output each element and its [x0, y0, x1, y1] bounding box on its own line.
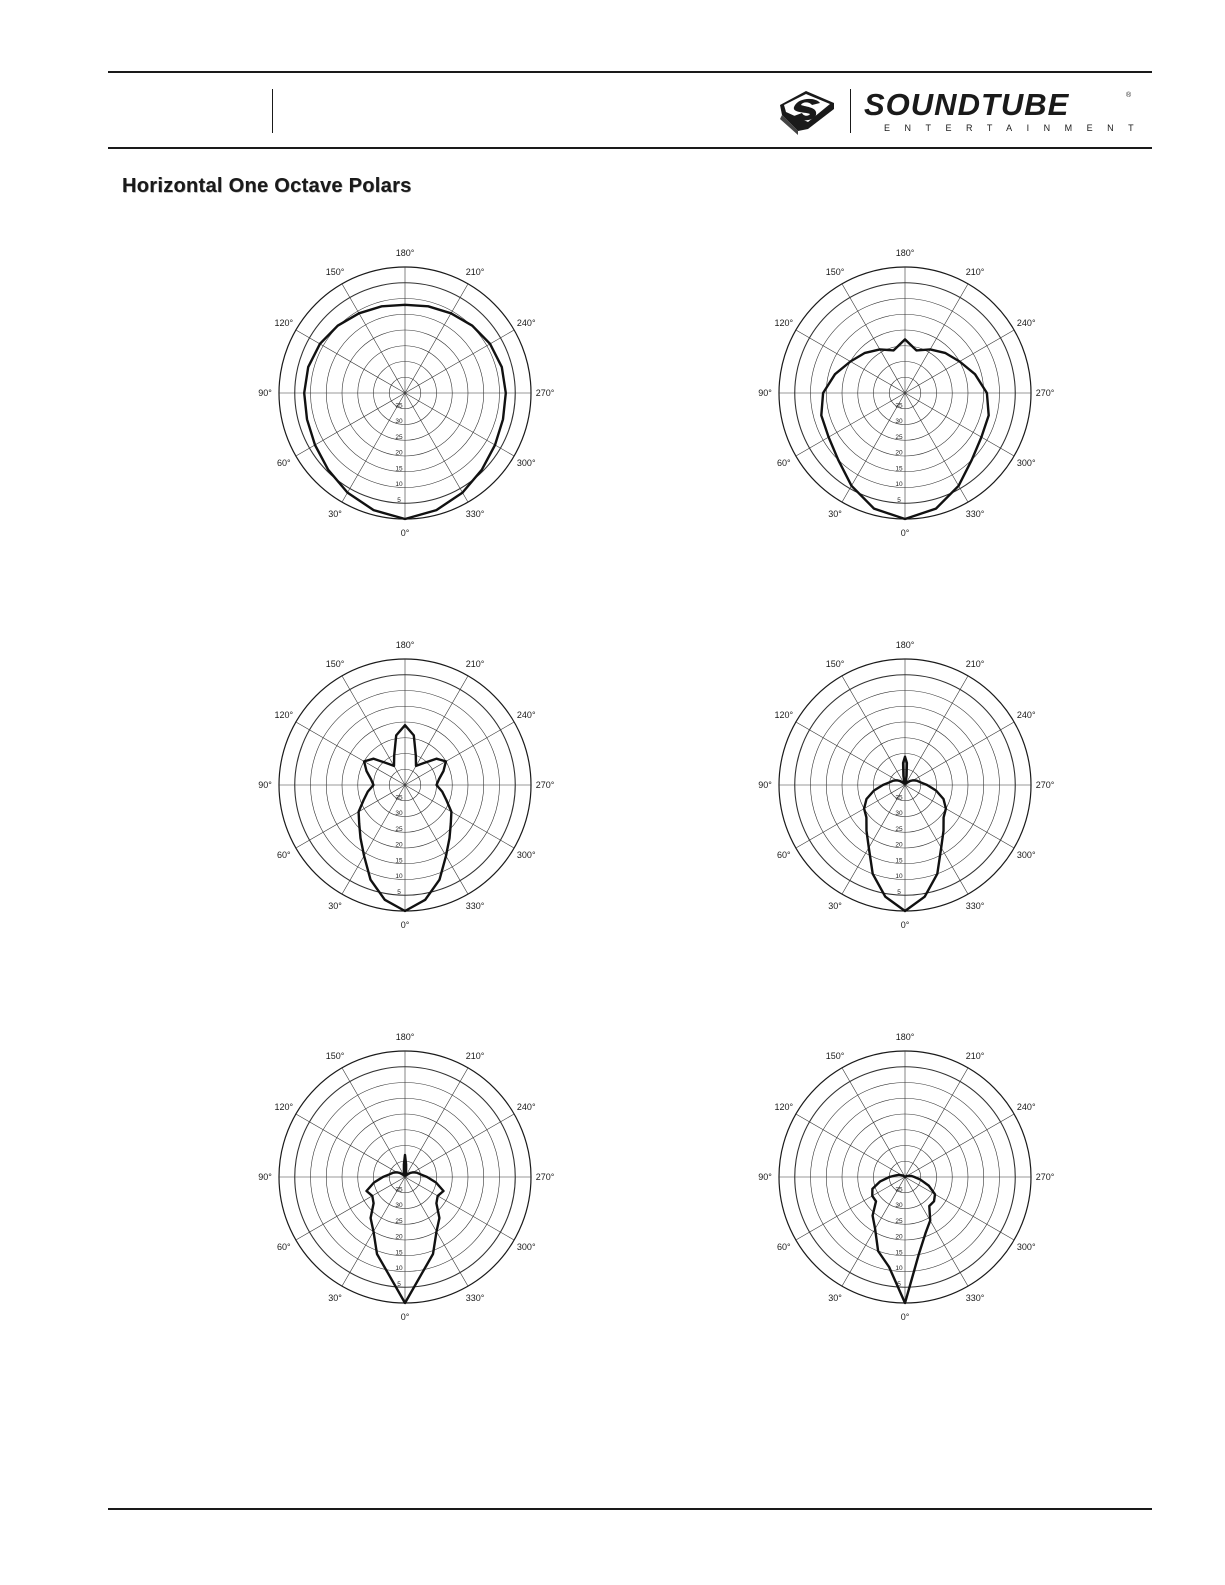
polar-angle-label: 120°	[274, 1102, 294, 1112]
soundtube-logo-icon	[776, 85, 838, 137]
polar-chart-6	[745, 1019, 1065, 1339]
polar-ring-label: 25	[895, 433, 903, 441]
polar-angle-label: 330°	[465, 901, 485, 912]
polar-ring-label: 5	[397, 1280, 401, 1288]
brand-registered-mark: ®	[1126, 92, 1132, 99]
polar-angle-label: 150°	[825, 1050, 845, 1061]
polar-angle-label: 330°	[465, 509, 485, 520]
polar-angle-label: 150°	[325, 266, 345, 277]
polar-ring-label: 25	[895, 825, 903, 833]
polar-spoke	[405, 785, 514, 848]
polar-ring-label: 25	[395, 1217, 403, 1225]
polar-spoke	[905, 722, 1014, 785]
polar-ring-label: 5	[897, 1280, 901, 1288]
polar-ring-label: 15	[895, 465, 903, 473]
polar-ring-label: 35	[895, 402, 903, 410]
polar-spoke	[905, 284, 968, 393]
polar-ring-label: 30	[395, 418, 403, 425]
polar-angle-label: 210°	[965, 1050, 985, 1061]
polar-spoke	[342, 284, 405, 393]
polar-angle-label: 300°	[1016, 1242, 1036, 1252]
polar-ring-label: 35	[895, 794, 903, 802]
polar-angle-label: 150°	[825, 266, 845, 277]
polar-angle-label: 150°	[325, 658, 345, 669]
polar-ring-label: 20	[395, 841, 403, 849]
polar-chart-svg	[745, 1019, 1065, 1339]
polar-ring-label: 30	[895, 418, 903, 425]
polar-spoke	[796, 722, 905, 785]
polar-spoke	[405, 1177, 514, 1240]
polar-spoke	[405, 393, 468, 502]
polar-spoke	[405, 284, 468, 393]
polar-spoke	[905, 1177, 1014, 1240]
polar-angle-label: 90°	[758, 780, 772, 790]
polar-angle-label: 210°	[965, 658, 985, 669]
polar-ring-label: 35	[395, 402, 403, 410]
header-divider-left	[272, 89, 273, 133]
polar-spoke	[796, 1114, 905, 1177]
polar-chart-1	[245, 235, 565, 555]
polar-ring-label: 20	[895, 841, 903, 849]
polar-angle-label: 270°	[535, 388, 555, 398]
polar-chart-5	[245, 1019, 565, 1339]
polar-ring-label: 35	[895, 1186, 903, 1194]
polar-ring-label: 15	[395, 857, 403, 865]
polar-angle-label: 90°	[758, 1172, 772, 1182]
polar-angle-label: 30°	[328, 509, 342, 520]
polar-spoke	[296, 1177, 405, 1240]
polar-ring-label: 5	[397, 888, 401, 896]
polar-ring-label: 30	[395, 810, 403, 817]
polar-angle-label: 330°	[965, 509, 985, 520]
polar-angle-label: 90°	[258, 780, 272, 790]
polar-spoke	[296, 785, 405, 848]
polar-spoke	[842, 284, 905, 393]
polar-chart-4	[745, 627, 1065, 947]
polar-angle-label: 60°	[276, 458, 291, 468]
polar-ring-label: 25	[395, 433, 403, 441]
polar-angle-label: 90°	[258, 388, 272, 398]
polar-spoke	[842, 676, 905, 785]
polar-ring-label: 15	[895, 1249, 903, 1257]
polar-angle-label: 300°	[516, 850, 536, 860]
polar-angle-label: 180°	[395, 640, 415, 650]
polar-ring-label: 30	[895, 810, 903, 817]
polar-angle-label: 300°	[1016, 850, 1036, 860]
polar-angle-label: 180°	[395, 1032, 415, 1042]
polar-ring-label: 5	[897, 496, 901, 504]
polar-chart-svg	[745, 627, 1065, 947]
polar-ring-label: 25	[395, 825, 403, 833]
polar-ring-label: 10	[395, 873, 403, 880]
brand-subtitle: ENTERTAINMENT	[884, 123, 1149, 133]
polar-ring-label: 5	[397, 496, 401, 504]
polar-angle-label: 0°	[400, 528, 410, 538]
polar-angle-label: 180°	[395, 248, 415, 258]
polar-response-curve	[872, 1175, 935, 1303]
polar-spoke	[796, 785, 905, 848]
polar-ring-label: 10	[895, 481, 903, 488]
polar-angle-label: 0°	[900, 528, 910, 538]
polar-spoke	[405, 722, 514, 785]
polar-spoke	[405, 1068, 468, 1177]
polar-angle-label: 120°	[774, 1102, 794, 1112]
polar-ring-label: 20	[895, 449, 903, 457]
polar-angle-label: 240°	[516, 710, 536, 720]
polar-ring-label: 25	[895, 1217, 903, 1225]
polar-chart-svg	[245, 1019, 565, 1339]
polar-angle-label: 60°	[776, 850, 791, 860]
header-bottom-rule	[108, 147, 1152, 149]
polar-angle-label: 0°	[900, 920, 910, 930]
polar-angle-label: 270°	[1035, 780, 1055, 790]
polar-angle-label: 30°	[328, 1293, 342, 1304]
polar-angle-label: 270°	[1035, 1172, 1055, 1182]
polar-spoke	[905, 676, 968, 785]
polar-angle-label: 270°	[1035, 388, 1055, 398]
polar-angle-label: 240°	[1016, 1102, 1036, 1112]
polar-spoke	[296, 722, 405, 785]
polar-chart-2	[745, 235, 1065, 555]
polar-angle-label: 330°	[965, 1293, 985, 1304]
polar-spoke	[405, 676, 468, 785]
brand-name: SOUNDTUBE	[864, 87, 1070, 122]
polar-spoke	[796, 393, 905, 456]
polar-ring-label: 15	[895, 857, 903, 865]
polar-angle-label: 240°	[516, 318, 536, 328]
polar-ring-label: 30	[395, 1202, 403, 1209]
polar-angle-label: 180°	[895, 1032, 915, 1042]
polar-spoke	[405, 393, 514, 456]
header-top-rule	[108, 71, 1152, 73]
polar-angle-label: 60°	[276, 1242, 291, 1252]
polar-angle-label: 330°	[965, 901, 985, 912]
polar-angle-label: 120°	[274, 710, 294, 720]
polar-angle-label: 30°	[828, 509, 842, 520]
polar-ring-label: 15	[395, 465, 403, 473]
polar-ring-label: 10	[895, 873, 903, 880]
polar-angle-label: 210°	[465, 658, 485, 669]
polar-spoke	[296, 393, 405, 456]
polar-angle-label: 120°	[274, 318, 294, 328]
brand-wordmark	[864, 88, 1154, 134]
polar-ring-label: 10	[395, 1265, 403, 1272]
polar-ring-label: 10	[895, 1265, 903, 1272]
polar-ring-label: 35	[395, 1186, 403, 1194]
polar-angle-label: 300°	[516, 458, 536, 468]
polar-angle-label: 270°	[535, 1172, 555, 1182]
polar-spoke	[905, 785, 1014, 848]
polar-angle-label: 30°	[828, 901, 842, 912]
polar-angle-label: 0°	[400, 1312, 410, 1322]
polar-chart-svg	[745, 235, 1065, 555]
polar-angle-label: 210°	[465, 266, 485, 277]
polar-ring-label: 30	[895, 1202, 903, 1209]
polar-spoke	[342, 676, 405, 785]
polar-ring-label: 20	[895, 1233, 903, 1241]
section-title: Horizontal One Octave Polars	[122, 175, 412, 197]
polar-ring-label: 20	[395, 449, 403, 457]
polar-angle-label: 180°	[895, 248, 915, 258]
polar-angle-label: 240°	[1016, 318, 1036, 328]
polar-angle-label: 60°	[776, 458, 791, 468]
polar-spoke	[405, 785, 468, 894]
polar-angle-label: 60°	[776, 1242, 791, 1252]
polar-spoke	[905, 1068, 968, 1177]
polar-angle-label: 120°	[774, 710, 794, 720]
polar-chart-3	[245, 627, 565, 947]
polar-spoke	[905, 785, 968, 894]
polar-angle-label: 300°	[516, 1242, 536, 1252]
polar-angle-label: 30°	[828, 1293, 842, 1304]
polar-ring-label: 15	[395, 1249, 403, 1257]
polar-angle-label: 120°	[774, 318, 794, 328]
polar-spoke	[405, 1114, 514, 1177]
polar-spoke	[342, 1068, 405, 1177]
polar-angle-label: 300°	[1016, 458, 1036, 468]
polar-spoke	[796, 1177, 905, 1240]
polar-spoke	[905, 1114, 1014, 1177]
polar-ring-label: 10	[395, 481, 403, 488]
polar-angle-label: 0°	[400, 920, 410, 930]
polar-angle-label: 90°	[758, 388, 772, 398]
polar-ring-label: 5	[897, 888, 901, 896]
polar-angle-label: 210°	[465, 1050, 485, 1061]
polar-chart-svg	[245, 235, 565, 555]
polar-angle-label: 60°	[276, 850, 291, 860]
polar-ring-label: 35	[395, 794, 403, 802]
polar-angle-label: 240°	[1016, 710, 1036, 720]
polar-angle-label: 270°	[535, 780, 555, 790]
polar-chart-svg	[245, 627, 565, 947]
polar-angle-label: 330°	[465, 1293, 485, 1304]
polar-angle-label: 150°	[825, 658, 845, 669]
polar-angle-label: 150°	[325, 1050, 345, 1061]
polar-angle-label: 240°	[516, 1102, 536, 1112]
polar-ring-label: 20	[395, 1233, 403, 1241]
logo-divider	[850, 89, 851, 133]
polar-angle-label: 180°	[895, 640, 915, 650]
footer-rule	[108, 1508, 1152, 1510]
polar-angle-label: 210°	[965, 266, 985, 277]
polar-angle-label: 0°	[900, 1312, 910, 1322]
polar-spoke	[296, 1114, 405, 1177]
polar-spoke	[842, 1068, 905, 1177]
polar-angle-label: 90°	[258, 1172, 272, 1182]
polar-spoke	[905, 393, 1014, 456]
polar-angle-label: 30°	[328, 901, 342, 912]
